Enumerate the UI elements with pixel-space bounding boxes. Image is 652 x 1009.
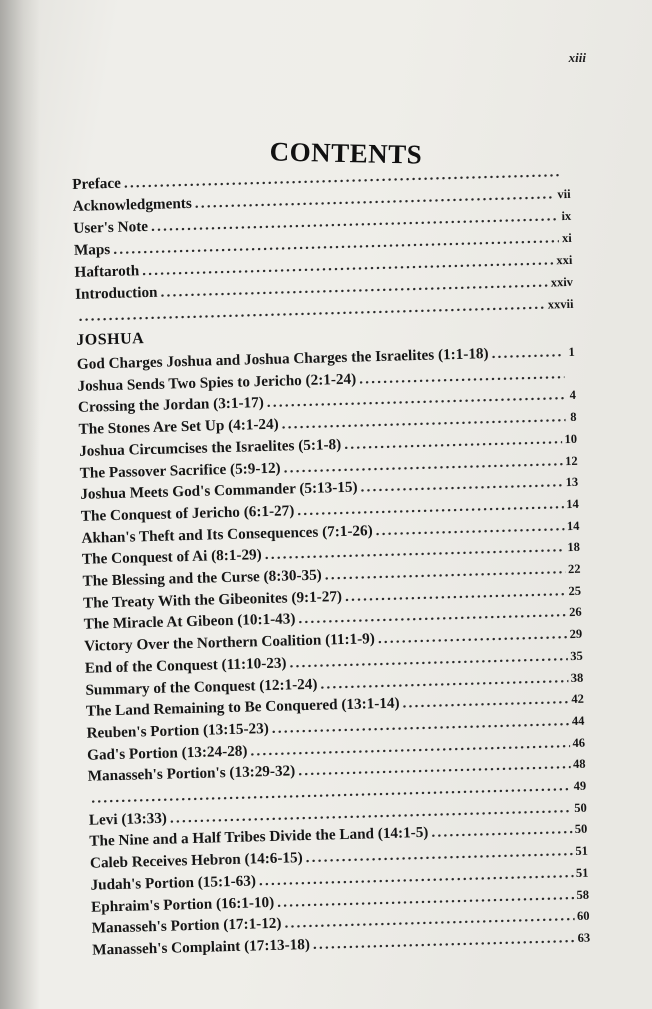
entry-page: 63 <box>577 930 591 945</box>
entry-title: Manasseh's Portion (17:1-12) <box>91 914 282 937</box>
entry-page: 51 <box>575 843 589 859</box>
table-of-contents <box>0 161 652 998</box>
entry-title: Manasseh's Complaint (17:13-18) <box>92 935 311 959</box>
leader-dots <box>281 408 565 433</box>
entry-title: Maps <box>73 240 111 259</box>
entry-title: Caleb Receives Hebron (14:6-15) <box>89 849 303 872</box>
entry-title: The Conquest of Ai (8:1-29) <box>81 546 262 569</box>
entry-page: 26 <box>568 605 582 620</box>
leader-dots <box>431 820 572 842</box>
leader-dots <box>325 560 566 584</box>
entry-page: 60 <box>576 908 590 924</box>
entry-title: End of the Conquest (11:10-23) <box>84 654 287 677</box>
entry-title: Victory Over the Northern Coalition (11:1-9) <box>84 630 376 655</box>
leader-dots <box>298 604 566 629</box>
entry-title: The Blessing and the Curse (8:30-35) <box>82 566 322 590</box>
entry-page: 14 <box>566 496 579 512</box>
entry-page: xi <box>561 230 572 246</box>
entry-title: Levi (13:33) <box>88 809 168 829</box>
entry-title: The Land Remaining to Be Conquered (13:1-14) <box>85 694 400 720</box>
entry-page: 29 <box>569 626 583 642</box>
entry-title: Manasseh's Portion's (13:29-32) <box>87 762 296 786</box>
entry-page: 8 <box>570 409 577 425</box>
entry-title: Gad's Portion (13:24-28) <box>86 742 248 764</box>
entry-title: The Miracle At Gibeon (10:1-43) <box>83 610 296 634</box>
entry-page: xxvii <box>547 296 574 312</box>
leader-dots <box>402 690 568 712</box>
entry-title: The Treaty With the Gibeonites (9:1-27) <box>82 587 343 612</box>
entry-title: User's Note <box>73 217 149 237</box>
entry-page: ix <box>561 208 572 224</box>
entry-title: Joshua Meets God's Commander (5:13-15) <box>80 478 358 504</box>
leader-dots <box>305 842 572 867</box>
entry-page: 44 <box>571 713 585 728</box>
entry-title: Haftaroth <box>74 262 140 281</box>
leader-dots <box>375 517 564 540</box>
entry-page: 18 <box>567 540 581 555</box>
entry-page: 4 <box>569 388 577 403</box>
entry-title: Summary of the Conquest (12:1-24) <box>85 675 318 699</box>
section-heading: JOSHUA <box>76 330 145 349</box>
entry-page: 22 <box>567 561 581 577</box>
leader-dots <box>297 495 563 520</box>
entry-page: 49 <box>573 778 587 794</box>
entry-title: Joshua Sends Two Spies to Jericho (2:1-24) <box>77 370 357 395</box>
entry-page: 58 <box>576 887 590 902</box>
entry-page: 38 <box>570 670 584 685</box>
leader-dots <box>289 647 567 672</box>
entry-page: xxiv <box>550 274 574 290</box>
leader-dots <box>345 582 566 606</box>
entry-title: The Conquest of Jericho (6:1-27) <box>80 502 295 525</box>
leader-dots <box>313 929 575 954</box>
entry-page: 51 <box>575 865 589 880</box>
leader-dots <box>360 473 563 496</box>
entry-page: 13 <box>565 474 579 490</box>
entry-title: The Nine and a Half Tribes Divide the Land (14:1-5) <box>89 824 429 851</box>
entry-page: xxi <box>556 252 573 268</box>
entry-page: 46 <box>572 735 586 750</box>
entry-page: 1 <box>568 344 575 360</box>
leader-dots <box>378 625 567 648</box>
entry-page: 14 <box>566 518 580 533</box>
entry-title: The Passover Sacrifice (5:9-12) <box>79 459 281 482</box>
entry-title: Preface <box>71 174 122 193</box>
entry-title: Judah's Portion (15:1-63) <box>90 872 257 894</box>
leader-dots <box>320 669 568 693</box>
leader-dots <box>491 343 564 363</box>
entry-page: 35 <box>570 648 583 663</box>
leader-dots <box>359 365 565 388</box>
entry-title: Crossing the Jordan (3:1-17) <box>77 394 264 417</box>
entry-page: 12 <box>564 453 578 468</box>
page-title: CONTENTS <box>269 136 423 170</box>
entry-title: Joshua Circumcises the Israelites (5:1-8) <box>78 435 342 460</box>
entry-title: Ephraim's Portion (16:1-10) <box>90 893 275 916</box>
entry-title: Acknowledgments <box>72 194 192 215</box>
entry-title: God Charges Joshua and Joshua Charges the Israelites (1:1-18) <box>76 345 489 373</box>
entry-title: Introduction <box>74 283 158 303</box>
entry-title: Reuben's Portion (13:15-23) <box>86 719 270 742</box>
entry-title: The Stones Are Set Up (4:1-24) <box>78 415 279 438</box>
leader-dots <box>298 755 570 780</box>
page-number: xiii <box>568 50 586 65</box>
entry-page: 42 <box>571 691 585 707</box>
entry-page: vii <box>557 186 571 202</box>
leader-dots <box>284 907 574 933</box>
entry-page: 25 <box>568 583 582 598</box>
leader-dots <box>344 430 562 454</box>
entry-page: 48 <box>572 757 586 772</box>
entry-page: 10 <box>564 431 578 446</box>
leader-dots <box>283 452 562 477</box>
entry-page: 50 <box>574 800 587 815</box>
entry-page: 50 <box>574 822 588 837</box>
entry-title: Akhan's Theft and Its Consequences (7:1-26) <box>81 521 373 547</box>
